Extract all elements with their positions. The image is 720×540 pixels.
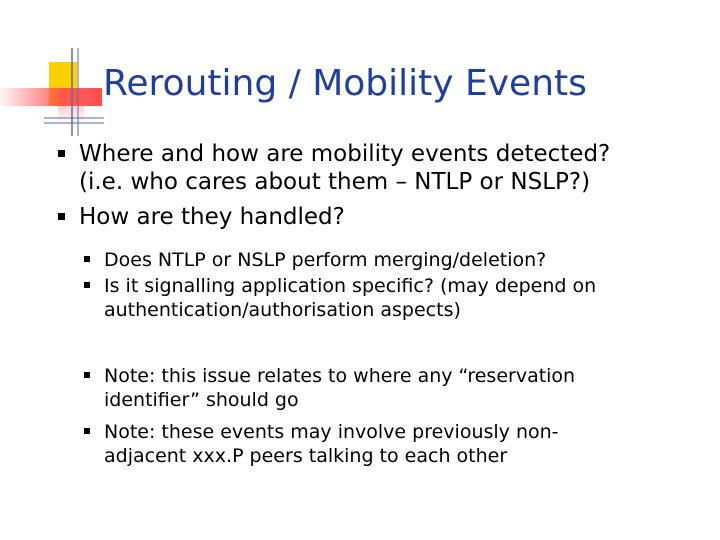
sub-bullet-text: identifier” should go	[104, 389, 299, 411]
sub-bullet-square-icon	[84, 428, 90, 434]
sub-bullet-text: adjacent xxx.P peers talking to each other	[104, 445, 508, 467]
sub-bullet-text: authentication/authorisation aspects)	[104, 299, 461, 321]
bullet-text: How are they handled?	[79, 204, 345, 230]
sub-bullet-text: Note: this issue relates to where any “reservation	[104, 365, 576, 387]
sub-bullet-text: Is it signalling application specific? (may depend on	[104, 275, 597, 297]
sub-bullet-square-icon	[84, 372, 90, 378]
sub-bullet-square-icon	[84, 282, 90, 288]
bullet-square-icon	[58, 150, 65, 157]
bullet-text: Where and how are mobility events detected?	[79, 141, 611, 167]
sub-bullet-text: Does NTLP or NSLP perform merging/deletion?	[104, 249, 547, 271]
bullet-square-icon	[58, 213, 65, 220]
slide-title: Rerouting / Mobility Events	[103, 63, 587, 104]
bullet-text: (i.e. who cares about them – NTLP or NSLP?)	[79, 169, 591, 195]
sub-bullet-square-icon	[84, 256, 90, 262]
sub-bullet-text: Note: these events may involve previously non-	[104, 421, 559, 443]
